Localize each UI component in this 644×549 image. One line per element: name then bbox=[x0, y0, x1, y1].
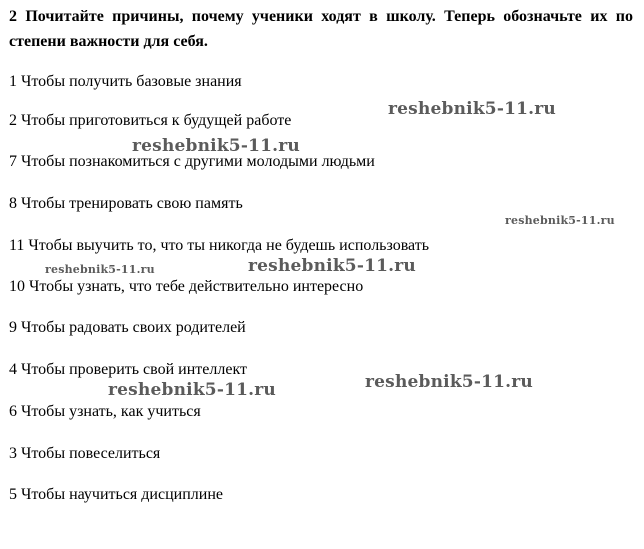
list-item: 1 Чтобы получить базовые знания bbox=[9, 73, 242, 90]
list-item: 2 Чтобы приготовиться к будущей работе bbox=[9, 112, 292, 129]
list-item: 9 Чтобы радовать своих родителей bbox=[9, 319, 246, 336]
watermark: reshebnik5-11.ru bbox=[132, 136, 300, 156]
watermark: reshebnik5-11.ru bbox=[505, 214, 615, 227]
list-item: 11 Чтобы выучить то, что ты никогда не будешь использовать bbox=[9, 237, 430, 254]
list-item: 4 Чтобы проверить свой интеллект bbox=[9, 361, 247, 378]
list-item: 8 Чтобы тренировать свою память bbox=[9, 195, 243, 212]
watermark: reshebnik5-11.ru bbox=[248, 256, 416, 276]
watermark: reshebnik5-11.ru bbox=[45, 263, 155, 276]
list-item: 6 Чтобы узнать, как учиться bbox=[9, 403, 201, 420]
watermark: reshebnik5-11.ru bbox=[388, 99, 556, 119]
list-item: 7 Чтобы познакомиться с другими молодыми людьми bbox=[9, 153, 375, 170]
watermark: reshebnik5-11.ru bbox=[365, 372, 533, 392]
watermark: reshebnik5-11.ru bbox=[108, 380, 276, 400]
list-item: 5 Чтобы научиться дисциплине bbox=[9, 486, 223, 503]
task-heading: 2 Почитайте причины, почему ученики ходят в школу. Теперь обозначьте их по степени важности для себя. bbox=[9, 8, 633, 50]
list-item: 10 Чтобы узнать, что тебе действительно интересно bbox=[9, 278, 364, 295]
list-item: 3 Чтобы повеселиться bbox=[9, 445, 161, 462]
